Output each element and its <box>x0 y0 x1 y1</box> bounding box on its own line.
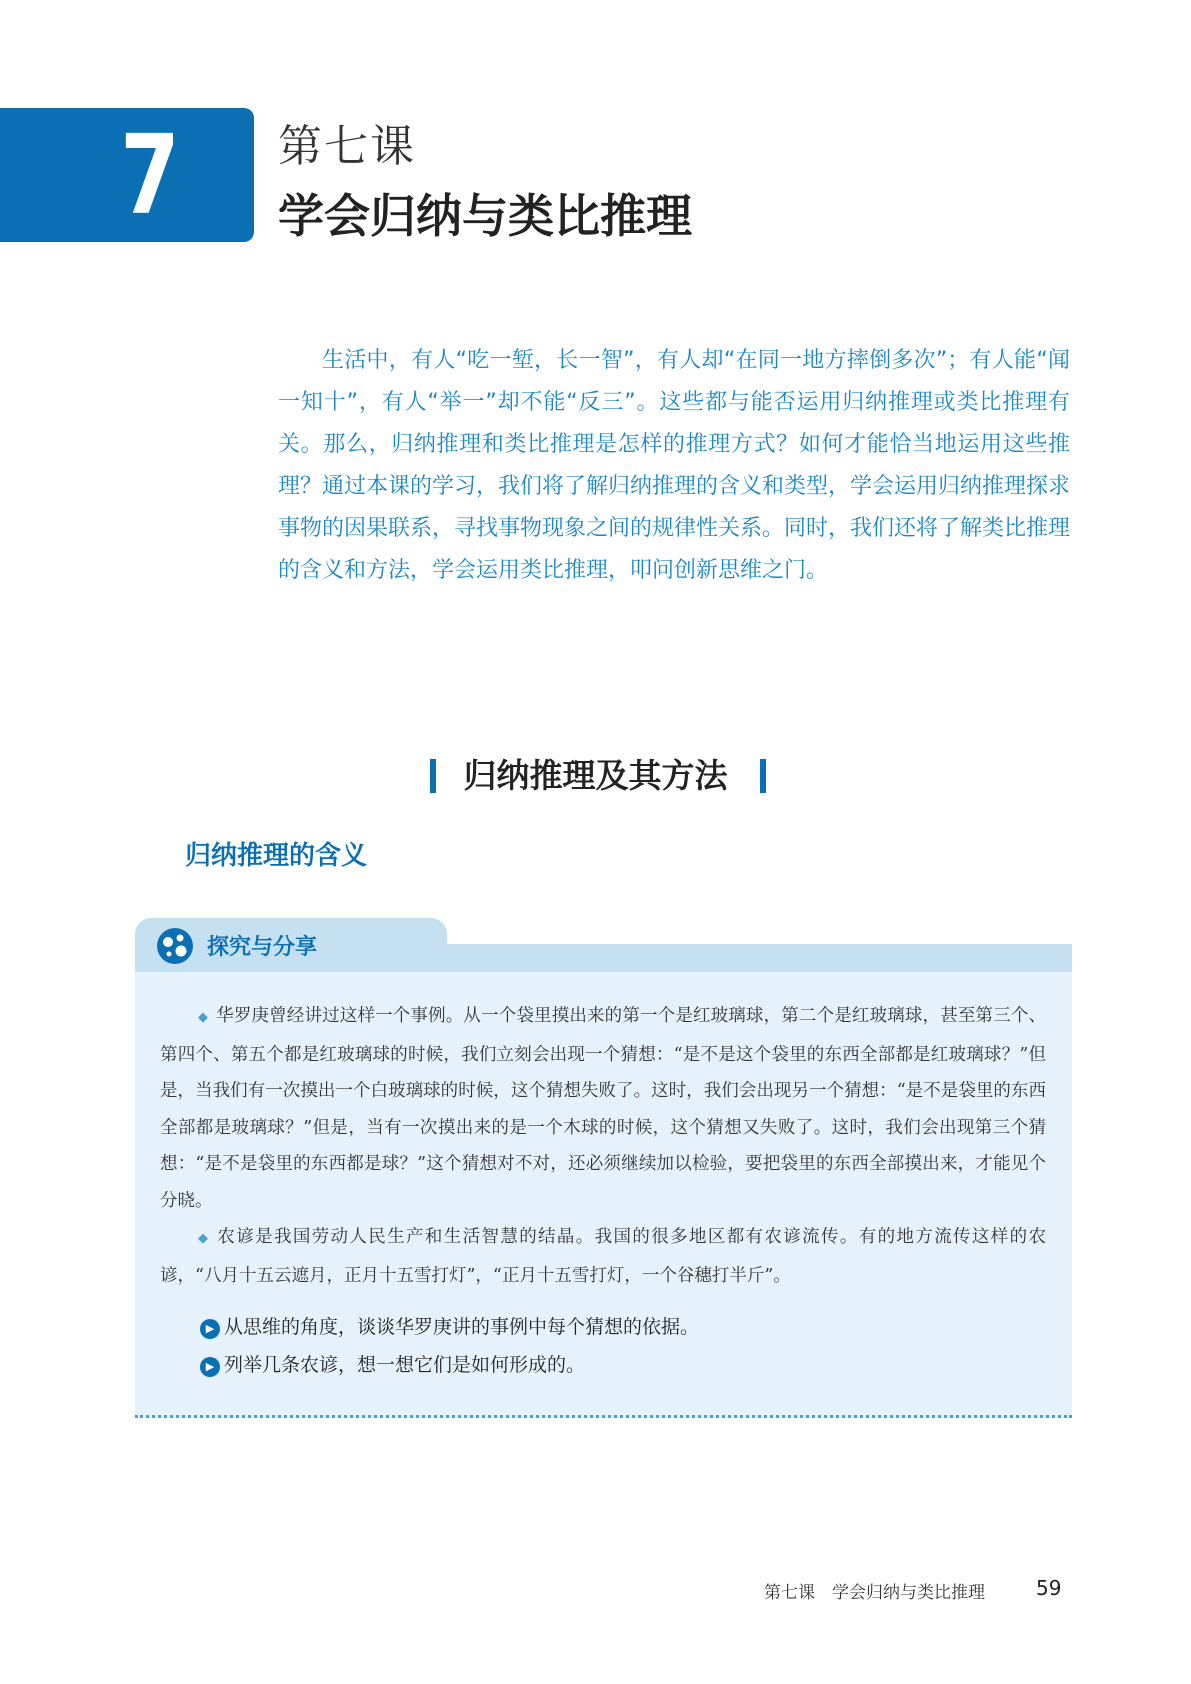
explore-paragraph: ◆ 华罗庚曾经讲过这样一个事例。从一个袋里摸出来的第一个是红玻璃球，第二个是红玻璃球，甚至第三个、第四个、第五个都是红玻璃球的时候，我们立刻会出现一个猜想：“是不是这个袋里的东西全部都是红玻璃球？”但是，当我们有一次摸出一个白玻璃球的时候，这个猜想失败了。这时，我们会出现另一个猜想：“是不是袋里的东西全部都是玻璃球？”但是，当有一次摸出来的是一个木球的时候，这个猜想又失败了。这时，我们会出现第三个猜想：“是不是袋里的东西都是球？”这个猜想对不对，还必须继续加以检验，要把袋里的东西全部摸出来，才能见个分晓。 <box>160 1006 1047 1211</box>
section-heading: 归纳推理及其方法 <box>463 756 728 795</box>
lesson-title: 学会归纳与类比推理 <box>278 189 692 243</box>
explore-box-title: 探究与分享 <box>207 935 318 960</box>
explore-box-text <box>160 998 1046 1294</box>
explore-share-icon <box>155 926 195 966</box>
page-number: 59 <box>1036 1576 1062 1600</box>
diamond-bullet-icon: ◆ <box>198 1010 209 1025</box>
question-item: ▶ 列举几条农谚，想一想它们是如何形成的。 <box>200 1350 585 1377</box>
arrow-bullet-icon: ▶ <box>200 1357 220 1377</box>
lesson-number: 7 <box>120 111 180 239</box>
question-item: ▶ 从思维的角度，谈谈华罗庚讲的事例中每个猜想的依据。 <box>200 1312 699 1339</box>
section-bar-right <box>760 759 766 793</box>
lesson-label: 第七课 <box>278 121 416 172</box>
diamond-bullet-icon: ◆ <box>198 1231 210 1246</box>
footer-running-title: 第七课 学会归纳与类比推理 <box>764 1583 985 1603</box>
explore-paragraph: ◆ 农谚是我国劳动人民生产和生活智慧的结晶。我国的很多地区都有农谚流传。有的地方流传这样的农谚，“八月十五云遮月，正月十五雪打灯”，“正月十五雪打灯，一个谷穗打半斤”。 <box>160 1227 1047 1286</box>
arrow-bullet-icon: ▶ <box>200 1319 220 1339</box>
subsection-heading: 归纳推理的含义 <box>185 841 368 871</box>
intro-paragraph: 生活中，有人“吃一堑，长一智”，有人却“在同一地方摔倒多次”；有人能“闻一知十”，有人“举一”却不能“反三”。这些都与能否运用归纳推理或类比推理有关。那么，归纳推理和类比推理是怎样的推理方式？如何才能恰当地运用这些推理？通过本课的学习，我们将了解归纳推理的含义和类型，学会运用归纳推理探求事物的因果联系，寻找事物现象之间的规律性关系。同时，我们还将了解类比推理的含义和方法，学会运用类比推理，叩问创新思维之门。 <box>278 348 1071 583</box>
